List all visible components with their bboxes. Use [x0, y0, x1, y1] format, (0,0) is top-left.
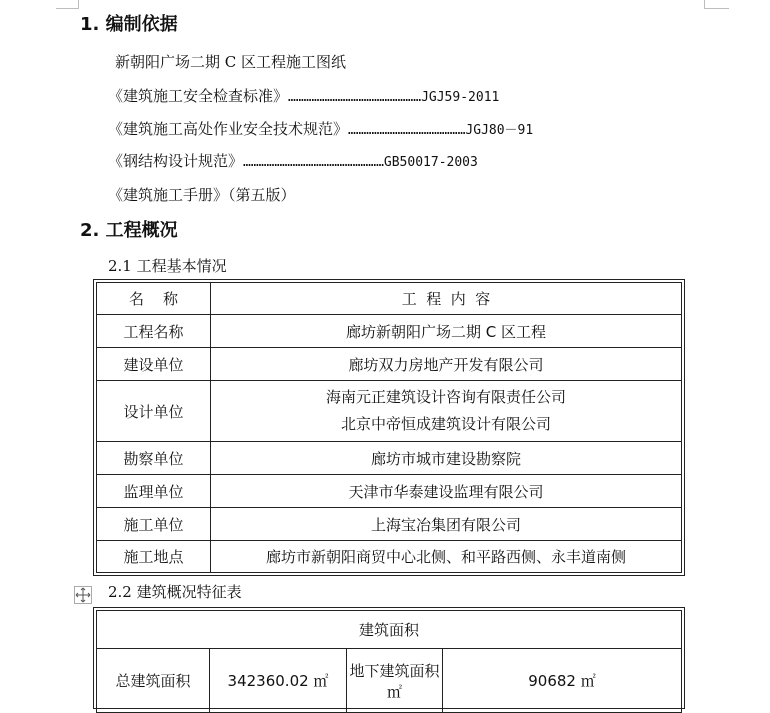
- row-label: 建设单位: [97, 348, 211, 381]
- underground-area-value: 90682 ㎡: [443, 649, 682, 713]
- row-value: 廊坊市城市建设勘察院: [211, 442, 682, 475]
- row-value: [211, 381, 682, 442]
- row-label: 工程名称: [97, 315, 211, 348]
- row-label: 勘察单位: [97, 442, 211, 475]
- table2-title: 建筑面积: [97, 611, 682, 649]
- basis-item: [115, 51, 346, 72]
- move-icon-glyph: [75, 587, 91, 603]
- leader-dots: ………………………………………………: [243, 155, 384, 170]
- basis-item-text: 新朝阳广场二期 C 区工程施工图纸: [115, 53, 347, 71]
- leader-dots: ………………………………………: [348, 123, 466, 138]
- table-row: [97, 611, 682, 649]
- total-area-label: 总建筑面积: [97, 649, 210, 713]
- row-label: 设计单位: [97, 381, 211, 442]
- row-value: 廊坊新朝阳广场二期 C 区工程: [211, 315, 682, 348]
- underground-area-label: 地下建筑面积㎡: [347, 649, 443, 713]
- table-row: [97, 508, 682, 541]
- total-area-value: 342360.02 ㎡: [210, 649, 347, 713]
- basis-item: [108, 118, 533, 139]
- row-label: 监理单位: [97, 475, 211, 508]
- basis-item: [108, 150, 478, 171]
- header-content: 工 程 内 容: [211, 283, 682, 315]
- row-value-line: 北京中帝恒成建筑设计有限公司: [340, 415, 551, 433]
- margin-corner-right: [704, 0, 729, 9]
- row-value: 廊坊市新朝阳商贸中心北侧、和平路西侧、永丰道南侧: [211, 541, 682, 573]
- table-row: [97, 315, 682, 348]
- standard-code: GB50017-2003: [383, 155, 478, 170]
- row-value: 廊坊双力房地产开发有限公司: [211, 348, 682, 381]
- basis-item-text: 《建筑施工高处作业安全技术规范》: [108, 120, 349, 138]
- basis-item-text: 《钢结构设计规范》: [108, 152, 244, 170]
- table-row: [97, 541, 682, 573]
- table-row: [97, 649, 682, 713]
- standard-code: JGJ59-2011: [421, 90, 500, 105]
- row-value: 天津市华泰建设监理有限公司: [211, 475, 682, 508]
- row-value-line: 海南元正建筑设计咨询有限责任公司: [325, 388, 566, 406]
- basis-item: [108, 184, 296, 205]
- table-row: [97, 442, 682, 475]
- row-label: 施工地点: [97, 541, 211, 573]
- table-header-row: [97, 283, 682, 315]
- move-icon[interactable]: [74, 586, 92, 604]
- table-row: [97, 475, 682, 508]
- basis-item-text: 《建筑施工手册》（第五版）: [108, 186, 296, 204]
- section1-heading: 1. 编制依据: [80, 14, 178, 35]
- margin-corner-left: [56, 0, 79, 9]
- section2-heading: 2. 工程概况: [80, 220, 178, 241]
- table-row: [97, 381, 682, 442]
- basis-item-text: 《建筑施工安全检查标准》: [108, 87, 289, 105]
- header-name: 名 称: [97, 283, 211, 315]
- row-label: 施工单位: [97, 508, 211, 541]
- row-value: 上海宝冶集团有限公司: [211, 508, 682, 541]
- subsection-2-1-title: 2.1 工程基本情况: [108, 257, 227, 275]
- table-row: [97, 348, 682, 381]
- standard-code: JGJ80－91: [465, 123, 534, 138]
- project-info-table: [96, 282, 682, 573]
- subsection-2-2-title: 2.2 建筑概况特征表: [108, 583, 242, 601]
- leader-dots: ……………………………………………: [288, 90, 422, 105]
- building-feature-table: [96, 610, 682, 713]
- basis-item: [108, 85, 499, 106]
